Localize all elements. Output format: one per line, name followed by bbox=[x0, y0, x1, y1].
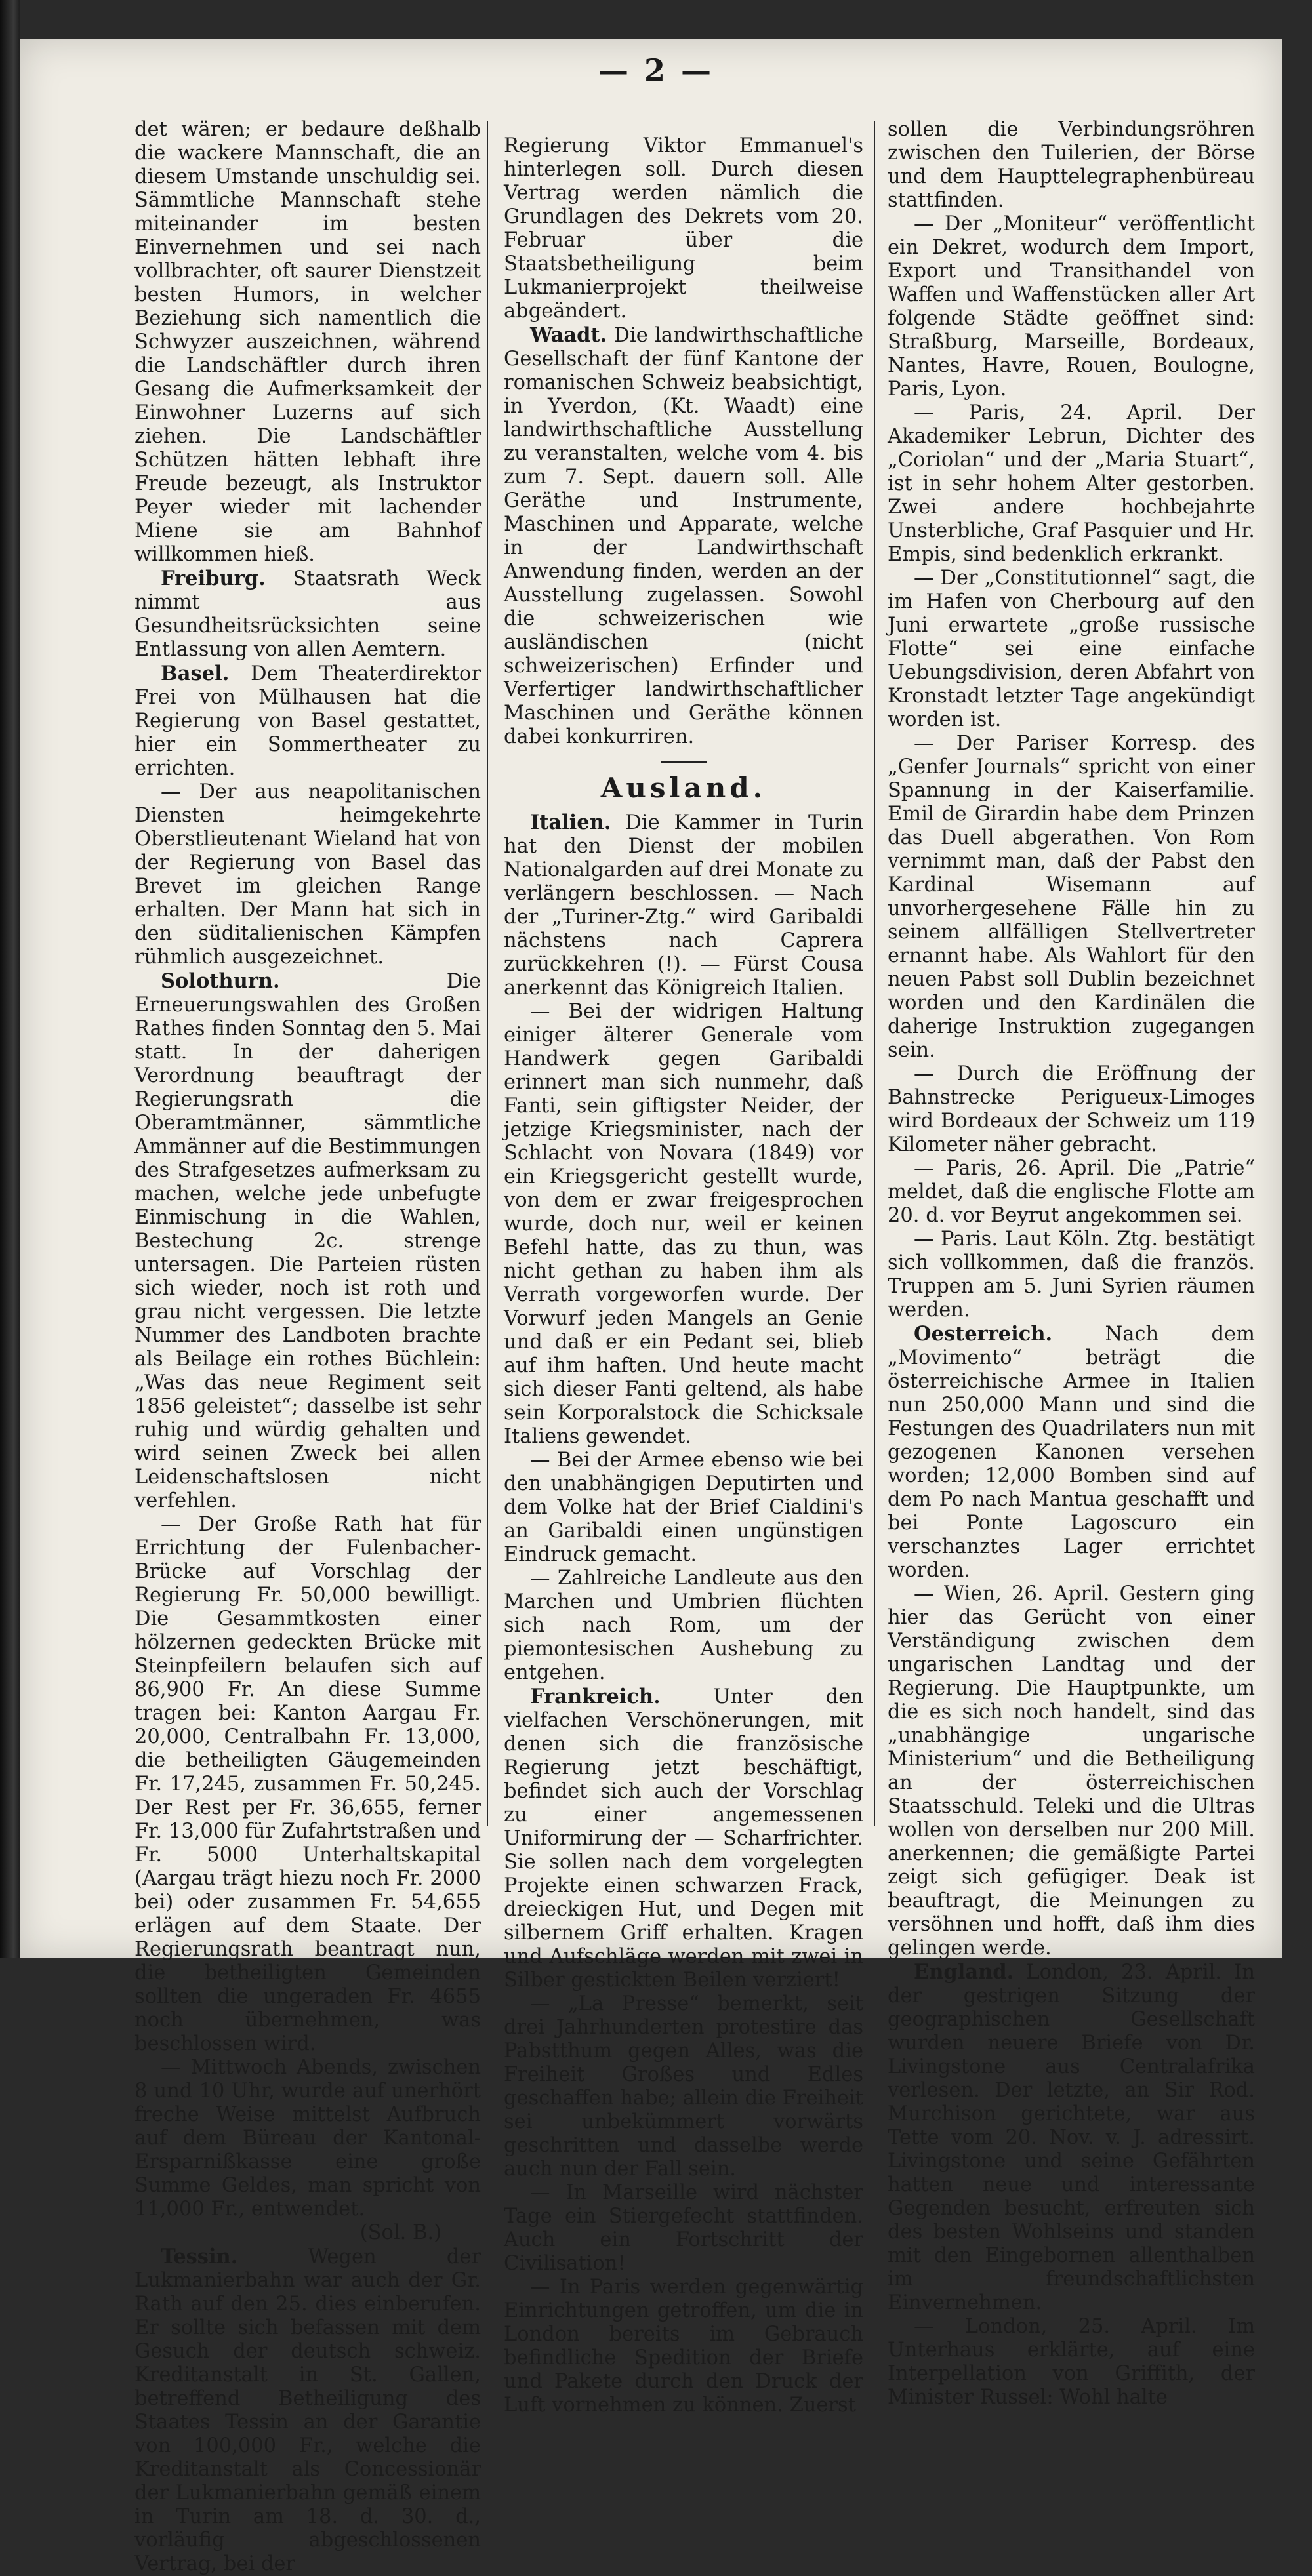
paragraph-text: — „La Presse“ bemerkt, seit drei Jahrhunderten protestire das Pabstthum gegen Alles, was die Freiheit Großes und Edles geschaffen habe; allein die Freiheit sei unbekümmert vorwärts geschritten und dasselbe werde auch nun der Fall sein. bbox=[504, 1992, 863, 2181]
article-paragraph bbox=[888, 401, 1255, 567]
article-paragraph bbox=[888, 1062, 1255, 1157]
dateline: Basel. bbox=[161, 662, 230, 685]
paragraph-text: — Der „Constitutionnel“ sagt, die im Hafen von Cherbourg auf den Juni erwartete „große russische Flotte“ sei eine einfache Uebungsdivision, deren Abfahrt von Kronstadt letzter Tage angekündigt worden ist. bbox=[888, 567, 1255, 731]
source-attribution: (Sol. B.) bbox=[359, 2221, 441, 2244]
paragraph-text: — Der aus neapolitanischen Diensten heimgekehrte Oberstlieutenant Wieland hat von der Regierung von Basel das Brevet im gleichen Range erhalten. Der Mann hat sich in den süditalienischen Kämpfen rühmlich ausgezeichnet. bbox=[134, 780, 481, 969]
dateline: Italien. bbox=[530, 811, 611, 834]
article-paragraph bbox=[504, 134, 863, 323]
article-paragraph bbox=[504, 323, 863, 749]
article-paragraph bbox=[504, 2181, 863, 2276]
article-paragraph bbox=[888, 212, 1255, 401]
text-column-2 bbox=[504, 134, 863, 2417]
article-paragraph bbox=[134, 118, 481, 567]
paragraph-text: — Paris. Laut Köln. Ztg. bestätigt sich vollkommen, daß die französ. Truppen am 5. Juni Syrien räumen werden. bbox=[888, 1228, 1255, 1321]
paragraph-text: — Paris, 26. April. Die „Patrie“ meldet, daß die englische Flotte am 20. d. vor Beyrut angekommen sei. bbox=[888, 1157, 1255, 1227]
paragraph-text: Die landwirthschaftliche Gesellschaft der fünf Kantone der romanischen Schweiz beabsichtigt, in Yverdon, (Kt. Waadt) eine landwirthschaftliche Ausstellung zu veranstalten, welche vom 4. bis zum 7. Sept. dauern soll. Alle Geräthe und Instrumente, Maschinen und Apparate, welche in der Landwirthschaft Anwendung finden, werden an der Ausstellung zugelassen. Sowohl die schweizerischen wie ausländischen (nicht schweizerischen) Erfinder und Verfertiger landwirthschaftlicher Maschinen und Geräthe können dabei konkurriren. bbox=[504, 324, 863, 748]
article-paragraph bbox=[888, 567, 1255, 732]
paragraph-text: — Bei der Armee ebenso wie bei den unabhängigen Deputirten und dem Volke hat der Brief Cialdini's an Garibaldi einen ungünstigen Eindruck gemacht. bbox=[504, 1449, 863, 1566]
article-paragraph bbox=[504, 1992, 863, 2181]
paragraph-text: — Der „Moniteur“ veröffentlicht ein Dekret, wodurch dem Import, Export und Transithandel von Waffen und Waffenstücken aller Art folgende Städte geöffnet sind: Straßburg, Marseille, Bordeaux, Nantes, Havre, Rouen, Boulogne, Paris, Lyon. bbox=[888, 212, 1255, 401]
article-paragraph bbox=[134, 780, 481, 969]
dateline: Tessin. bbox=[161, 2245, 238, 2268]
page-number: — 2 — bbox=[598, 52, 714, 88]
article-paragraph bbox=[504, 2276, 863, 2417]
text-column-3 bbox=[888, 118, 1255, 2409]
article-paragraph bbox=[134, 969, 481, 1513]
article-paragraph bbox=[888, 1157, 1255, 1228]
article-paragraph bbox=[888, 1582, 1255, 1960]
article-paragraph bbox=[888, 1960, 1255, 2315]
paragraph-text: — Der Große Rath hat für Errichtung der Fulenbacher-Brücke auf Vorschlag der Regierung Fr. 50,000 bewilligt. Die Gesammtkosten einer hölzernen gedeckten Brücke mit Steinpfeilern belaufen sich auf 86,900 Fr. An diese Summe tragen bei: Kanton Aargau Fr. 20,000, Centralbahn Fr. 13,000, die betheiligten Gäugemeinden Fr. 17,245, zusammen Fr. 50,245. Der Rest per Fr. 36,655, ferner Fr. 13,000 für Zufahrtstraßen und Fr. 5000 Unterhaltskapital (Aargau trägt hiezu noch Fr. 2000 bei) oder zusammen Fr. 54,655 erlägen auf dem Staate. Der Regierungsrath beantragt nun, die betheiligten Gemeinden sollten die ungeraden Fr. 4655 noch übernehmen, was beschlossen wird. bbox=[134, 1513, 481, 2055]
paragraph-text: Regierung Viktor Emmanuel's hinterlegen soll. Durch diesen Vertrag werden nämlich die Grundlagen des Dekrets vom 20. Februar über die Staatsbetheiligung beim Lukmanierprojekt theilweise abgeändert. bbox=[504, 134, 863, 323]
paragraph-text: — Paris, 24. April. Der Akademiker Lebrun, Dichter des „Coriolan“ und der „Maria Stuart“, ist in sehr hohem Alter gestorben. Zwei andere hochbejahrte Unsterbliche, Graf Pasquier und Hr. Empis, sind bedenklich erkrankt. bbox=[888, 401, 1255, 566]
paragraph-text: Unter den vielfachen Verschönerungen, mit denen sich die französische Regierung jetzt beschäftigt, befindet sich auch der Vorschlag zu einer angemessenen Uniformirung der — Scharfrichter. Sie sollen nach dem vorgelegten Projekte einen schwarzen Frack, dreieckigen Hut, und Degen mit silbernem Griff erhalten. Kragen und Aufschläge werden mit zwei in Silber gestickten Beilen verziert! bbox=[504, 1685, 863, 1992]
paragraph-text: — Bei der widrigen Haltung einiger älterer Generale vom Handwerk gegen Garibaldi erinnert man sich nunmehr, daß Fanti, sein giftigster Neider, der jetzige Kriegsminister, nach der Schlacht von Novara (1849) vor ein Kriegsgericht gestellt wurde, von dem er zwar freigesprochen wurde, doch nur, weil er keinen Befehl hatte, das zu thun, was nicht gethan zu haben ihm als Verrath vorgeworfen wurde. Der Vorwurf jeden Mangels an Genie und daß er ein Pedant sei, blieb auf ihm haften. Und heute macht sich dieser Fanti geltend, als habe sein Korporalstock die Schicksale Italiens gewendet. bbox=[504, 1000, 863, 1448]
paragraph-text: det wären; er bedaure deßhalb die wackere Mannschaft, die an diesem Umstande unschuldig sei. Sämmtliche Mannschaft stehe miteinander im besten Einvernehmen und sei nach vollbrachter, oft saurer Dienstzeit besten Humors, in welcher Beziehung sich namentlich die Schwyzer auszeichnen, während die Landschäftler durch ihren Gesang die Aufmerksamkeit der Einwohner Luzerns auf sich ziehen. Die Landschäftler Schützen hätten lebhaft ihre Freude bezeugt, als Instruktor Peyer wieder mit lachender Miene sie am Bahnhof willkommen hieß. bbox=[134, 118, 481, 566]
paragraph-text: Die Erneuerungswahlen des Großen Rathes finden Sonntag den 5. Mai statt. In der daherigen Verordnung beauftragt der Regierungsrath die Oberamtmänner, sämmtliche Ammänner auf die Bestimmungen des Strafgesetzes aufmerksam zu machen, welche jede unbefugte Einmischung in die Wahlen, Bestechung 2c. strenge untersagen. Die Parteien rüsten sich wieder, noch ist roth und grau nicht vergessen. Die letzte Nummer des Landboten brachte als Beilage ein rothes Büchlein: „Was das neue Regiment seit 1856 geleistet“; dasselbe ist sehr ruhig und würdig gehalten und wird seinen Zweck bei allen Leidenschaftslosen nicht verfehlen. bbox=[134, 970, 481, 1512]
section-divider bbox=[661, 761, 707, 763]
article-paragraph bbox=[134, 662, 481, 780]
dateline: Freiburg. bbox=[161, 567, 266, 590]
paragraph-text: — Der Pariser Korresp. des „Genfer Journals“ spricht von einer Spannung in der Kaiserfamilie. Emil de Girardin habe dem Prinzen das Duell abgerathen. Von Rom vernimmt man, daß der Pabst den Kardinal Wisemann auf unvorhergesehene Fälle hin zu seinem allfälligen Stellvertreter ernannt habe. Als Wahlort für den neuen Pabst soll Dublin bezeichnet worden und den Kardinälen die daherige Instruktion zugegangen sein. bbox=[888, 732, 1255, 1062]
column-rule bbox=[874, 121, 875, 1826]
article-paragraph bbox=[888, 732, 1255, 1062]
article-paragraph bbox=[504, 1567, 863, 1685]
dateline: Solothurn. bbox=[161, 969, 280, 993]
paragraph-text: — London, 25. April. Im Unterhaus erklärte, auf eine Interpellation von Griffith, der Minister Russel: Wohl halte bbox=[888, 2315, 1255, 2409]
article-paragraph bbox=[888, 1228, 1255, 1322]
text-column-1 bbox=[134, 118, 481, 2575]
paragraph-text: Wegen der Lukmanierbahn war auch der Gr. Rath auf den 25. dies einberufen. Er sollte sich befassen mit dem Gesuch der deutsch schweiz. Kreditanstalt in St. Gallen, betreffend Betheiligung des Staates Tessin an der Garantie von 100,000 Fr., welche die Kreditanstalt als Concessionär der Lukmanierbahn gemäß einem in Turin am 18. d. 30. d., vorläufig abgeschlossenen Vertrag, bei der bbox=[134, 2245, 481, 2575]
article-paragraph bbox=[504, 1685, 863, 1992]
paragraph-text: Dem Theaterdirektor Frei von Mülhausen hat die Regierung von Basel gestattet, hier ein Sommertheater zu errichten. bbox=[134, 662, 481, 780]
article-paragraph bbox=[888, 1322, 1255, 1582]
article-paragraph bbox=[504, 1000, 863, 1449]
paragraph-text: — Durch die Eröffnung der Bahnstrecke Perigueux-Limoges wird Bordeaux der Schweiz um 119 Kilometer näher gebracht. bbox=[888, 1062, 1255, 1156]
paragraph-text: Staatsrath Weck nimmt aus Gesundheitsrücksichten seine Entlassung von allen Aemtern. bbox=[134, 567, 481, 661]
paragraph-text: London, 23. April. In der gestrigen Sitzung der geographischen Gesellschaft wurden neuere Briefe von Dr. Livingstone aus Centralafrika verlesen. Der letzte, an Sir Rod. Murchison gerichtete, war aus Tette vom 20. Nov. v. J. adressirt. Livingstone und seine Gefährten hatten neue und interessante Gegenden besucht, erfreuten sich des besten Wohlseins und standen mit den Eingebornen allenthalben im freundschaftlichsten Einvernehmen. bbox=[888, 1961, 1255, 2314]
paragraph-text: — In Marseille wird nächster Tage ein Stiergefecht stattfinden. Auch ein Fortschritt der Civilisation! bbox=[504, 2181, 863, 2275]
paragraph-text: — Wien, 26. April. Gestern ging hier das Gerücht von einer Verständigung zwischen dem ungarischen Landtag und der Regierung. Die Hauptpunkte, um die es sich noch handelt, sind das „unabhängige ungarische Ministerium“ und die Betheiligung an der österreichischen Staatsschuld. Teleki und die Ultras wollen von derselben nur 200 Mill. anerkennen; die gemäßigte Partei zeigt sich gefügiger. Deak ist beauftragt, die Meinungen zu versöhnen und hofft, daß ihm dies gelingen werde. bbox=[888, 1582, 1255, 1960]
column-rule bbox=[487, 121, 488, 1826]
paragraph-text: Nach dem „Movimento“ beträgt die österreichische Armee in Italien nun 250,000 Mann und sind die Festungen des Quadrilaters nun mit gezogenen Kanonen versehen worden; 12,000 Bomben sind auf dem Po nach Mantua geschafft und bei Ponte Lagoscuro ein verschanztes Lager errichtet worden. bbox=[888, 1323, 1255, 1582]
article-paragraph bbox=[504, 811, 863, 1000]
paragraph-text: — Zahlreiche Landleute aus den Marchen und Umbrien flüchten sich nach Rom, um der piemontesischen Aushebung zu entgehen. bbox=[504, 1567, 863, 1684]
paragraph-text: Die Kammer in Turin hat den Dienst der mobilen Nationalgarden auf drei Monate zu verlängern beschlossen. — Nach der „Turiner-Ztg.“ wird Garibaldi nächstens nach Caprera zurückkehren (!). — Fürst Cousa anerkennt das Königreich Italien. bbox=[504, 811, 863, 999]
dateline: England. bbox=[914, 1960, 1014, 1984]
paragraph-text: — Mittwoch Abends, zwischen 8 und 10 Uhr, wurde auf unerhört freche Weise mittelst Aufbruch auf dem Büreau der Kantonal-Ersparnißkasse eine große Summe Geldes, man spricht von 11,000 Fr., entwendet. bbox=[134, 2056, 481, 2221]
article-paragraph bbox=[134, 2056, 481, 2245]
dateline: Waadt. bbox=[530, 323, 607, 347]
article-paragraph bbox=[888, 118, 1255, 212]
article-paragraph bbox=[134, 1513, 481, 2056]
article-paragraph bbox=[504, 1449, 863, 1567]
dateline: Oesterreich. bbox=[914, 1322, 1053, 1346]
article-paragraph bbox=[888, 2315, 1255, 2409]
paragraph-text: — In Paris werden gegenwärtig Einrichtungen getroffen, um die in London bereits im Gebrauch befindliche Spedition der Briefe und Pakete durch den Druck der Luft vornehmen zu können. Zuerst bbox=[504, 2276, 863, 2417]
section-heading: Ausland. bbox=[600, 772, 767, 804]
paragraph-text: sollen die Verbindungsröhren zwischen den Tuilerien, der Börse und dem Haupttelegraphenbüreau stattfinden. bbox=[888, 118, 1255, 212]
scan-edge bbox=[0, 0, 20, 1958]
article-paragraph bbox=[134, 2245, 481, 2576]
dateline: Frankreich. bbox=[530, 1685, 661, 1708]
article-paragraph bbox=[134, 567, 481, 662]
